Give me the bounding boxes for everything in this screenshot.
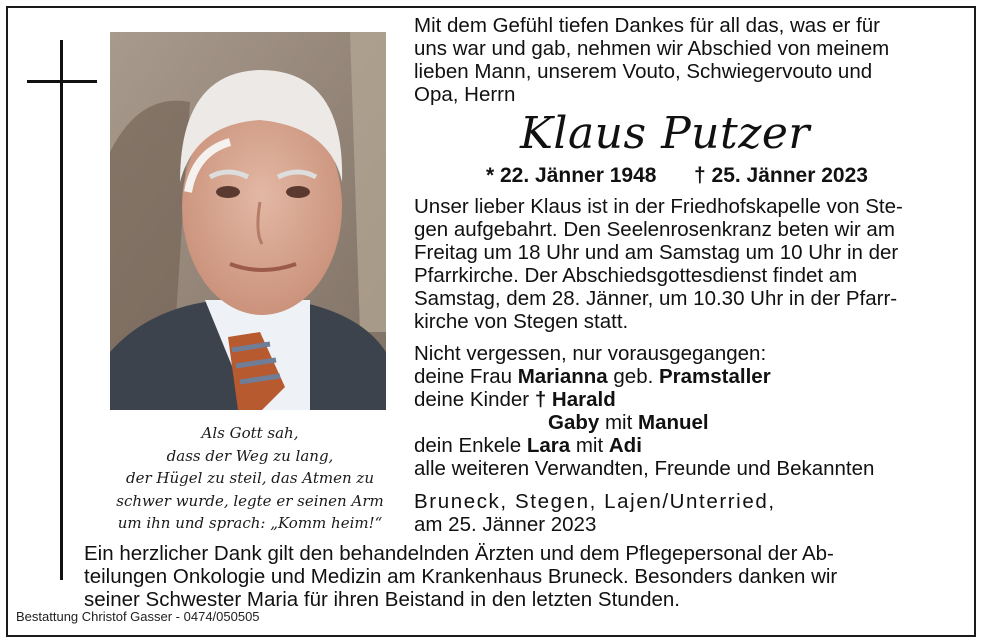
thanks-line: teilungen Onkologie und Medizin am Krankenhaus Bruneck. Besonders danken wir xyxy=(84,565,838,588)
mourner-child xyxy=(548,412,709,434)
intro-line: lieben Mann, unserem Vouto, Schwiegervouto und xyxy=(414,60,873,83)
announcement-line: Unser lieber Klaus ist in der Friedhofskapelle von Ste- xyxy=(414,195,903,218)
intro-line: Mit dem Gefühl tiefen Dankes für all das, was er für xyxy=(414,14,881,37)
announcement-line: Freitag um 18 Uhr und am Samstag um 10 Uhr in der xyxy=(414,241,899,264)
cross-icon-bar xyxy=(27,80,97,83)
mourner-prefix: dein Enkele xyxy=(414,434,527,457)
mourner-name: Adi xyxy=(608,434,642,457)
thanks-line: seiner Schwester Maria für ihren Beistand in den letzten Stunden. xyxy=(84,588,680,611)
mourner-name: Gaby xyxy=(548,411,600,434)
deceased-name: Klaus Putzer xyxy=(520,108,810,159)
place: Bruneck, Stegen, Lajen/Unterried, xyxy=(414,490,776,513)
poem xyxy=(100,422,400,535)
mourner-children xyxy=(414,389,616,411)
mourner-connector: mit xyxy=(570,434,609,457)
mourner-name: † Harald xyxy=(534,388,616,411)
intro-line: uns war und gab, nehmen wir Abschied von meinem xyxy=(414,37,890,60)
announcement-line: Samstag, dem 28. Jänner, um 10.30 Uhr in der Pfarr- xyxy=(414,287,898,310)
poem-line: schwer wurde, legte er seinen Arm xyxy=(116,491,384,510)
poem-line: dass der Weg zu lang, xyxy=(166,446,334,465)
mourner-maiden-name: Pramstaller xyxy=(659,365,771,388)
mourner-name: Manuel xyxy=(638,411,709,434)
birth-date: * 22. Jänner 1948 xyxy=(486,164,657,187)
mourners-others: alle weiteren Verwandten, Freunde und Bekannten xyxy=(414,457,875,480)
poem-line: Als Gott sah, xyxy=(201,424,299,442)
announcement-line: gen aufgebahrt. Den Seelenrosenkranz beten wir am xyxy=(414,218,895,241)
mourner-prefix: deine Kinder xyxy=(414,388,535,411)
intro-line: Opa, Herrn xyxy=(414,83,516,106)
portrait-photo xyxy=(110,32,386,410)
mourner-connector: geb. xyxy=(607,365,659,388)
death-date: † 25. Jänner 2023 xyxy=(694,164,868,187)
mourner-wife xyxy=(414,366,771,388)
mourner-name: Marianna xyxy=(517,365,608,388)
mourners-heading: Nicht vergessen, nur vorausgegangen: xyxy=(414,342,767,365)
mourner-prefix: deine Frau xyxy=(414,365,518,388)
announcement-line: Pfarrkirche. Der Abschiedsgottesdienst findet am xyxy=(414,264,858,287)
cross-icon xyxy=(60,40,63,580)
mourner-grandchild xyxy=(414,435,642,457)
announcement-date: am 25. Jänner 2023 xyxy=(414,513,597,536)
mourner-name: Lara xyxy=(526,434,571,457)
announcement-line: kirche von Stegen statt. xyxy=(414,310,629,333)
mourner-connector: mit xyxy=(599,411,638,434)
funeral-home-credit: Bestattung Christof Gasser - 0474/050505 xyxy=(16,609,260,624)
poem-line: der Hügel zu steil, das Atmen zu xyxy=(126,469,374,487)
poem-line: um ihn und sprach: „Komm heim!“ xyxy=(117,514,383,532)
thanks-line: Ein herzlicher Dank gilt den behandelnden Ärzten und dem Pflegepersonal der Ab- xyxy=(84,542,834,565)
